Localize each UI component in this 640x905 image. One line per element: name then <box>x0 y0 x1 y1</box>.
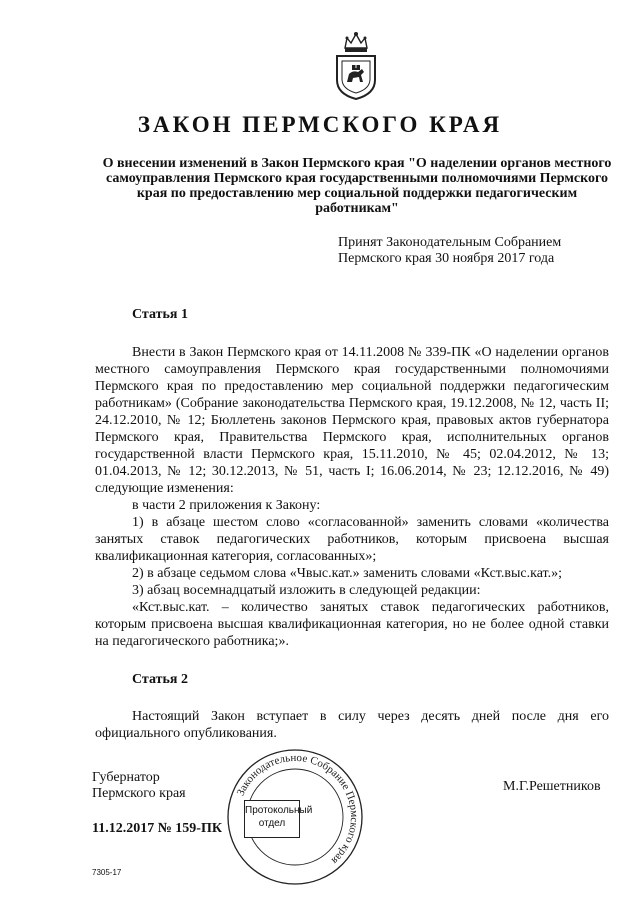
article-1-body <box>95 344 609 650</box>
governor-title <box>92 770 186 802</box>
governor-name: М.Г.Решетников <box>503 779 601 794</box>
article-1-item-3: 3) абзац восемнадцатый изложить в следующей редакции: <box>132 583 481 598</box>
adoption-line-2: Пермского края 30 ноября 2017 года <box>338 251 555 266</box>
adoption-line-1: Принят Законодательным Собранием <box>338 235 562 250</box>
document-code: 7305-17 <box>92 868 122 877</box>
stamp-label-line-2: отдел <box>258 818 286 829</box>
law-date-number: 11.12.2017 № 159-ПК <box>92 821 222 836</box>
article-1-heading: Статья 1 <box>132 307 188 322</box>
stamp-ring-text: Законодательное Собрание Пермского края <box>234 751 361 867</box>
governor-line-1: Губернатор <box>92 770 160 785</box>
law-subtitle: О внесении изменений в Закон Пермского края "О наделении органов местного самоуправления Пермского края государственными полномочиями Пермского края по предоставлению мер социальной поддержки педагогическим работникам" <box>102 156 612 216</box>
governor-line-2: Пермского края <box>92 786 186 801</box>
article-1-intro: Внести в Закон Пермского края от 14.11.2008 № 339-ПК «О наделении органов местного самоуправления Пермского края государственными полномочиями Пермского края по предоставлению мер социальной поддержки педагогическим работникам» (Собрание законодательства Пермского края, 19.12.2008, № 12, часть II; 24.12.2010, № 12; Бюллетень законов Пермского края, правовых актов губернатора Пермского края, Правительства Пермского края, исполнительных органов государственной власти Пермского края, 15.11.2010, № 45; 02.04.2012, № 13; 01.04.2013, № 12; 30.12.2013, № 51, часть I; 16.06.2014, № 23; 12.12.2016, № 49) следующие изменения: <box>95 345 609 496</box>
article-1-quote: «Кст.выс.кат. – количество занятых ставок педагогических работников, которым присвоена высшая квалификационная категория, но не более одной ставки на педагогического работника;». <box>95 600 609 649</box>
article-1-part: в части 2 приложения к Закону: <box>132 498 321 513</box>
article-1-item-1: 1) в абзаце шестом слово «согласованной» заменить словами «количества занятых ставок педагогических работников, которым присвоена высшая квалификационная категория, согласованных»; <box>95 515 609 564</box>
adoption-note <box>338 235 561 267</box>
stamp-label <box>244 800 313 838</box>
coat-of-arms-emblem <box>333 30 379 100</box>
article-2-text: Настоящий Закон вступает в силу через десять дней после дня его официального опубликования. <box>95 709 609 741</box>
law-title: ЗАКОН ПЕРМСКОГО КРАЯ <box>137 112 503 137</box>
article-2-heading: Статья 2 <box>132 672 188 687</box>
article-1-item-2: 2) в абзаце седьмом слова «Чвыс.кат.» заменить словами «Кст.выс.кат.»; <box>132 566 563 581</box>
article-2-body <box>95 708 609 742</box>
stamp-label-line-1: Протокольный <box>245 805 313 816</box>
